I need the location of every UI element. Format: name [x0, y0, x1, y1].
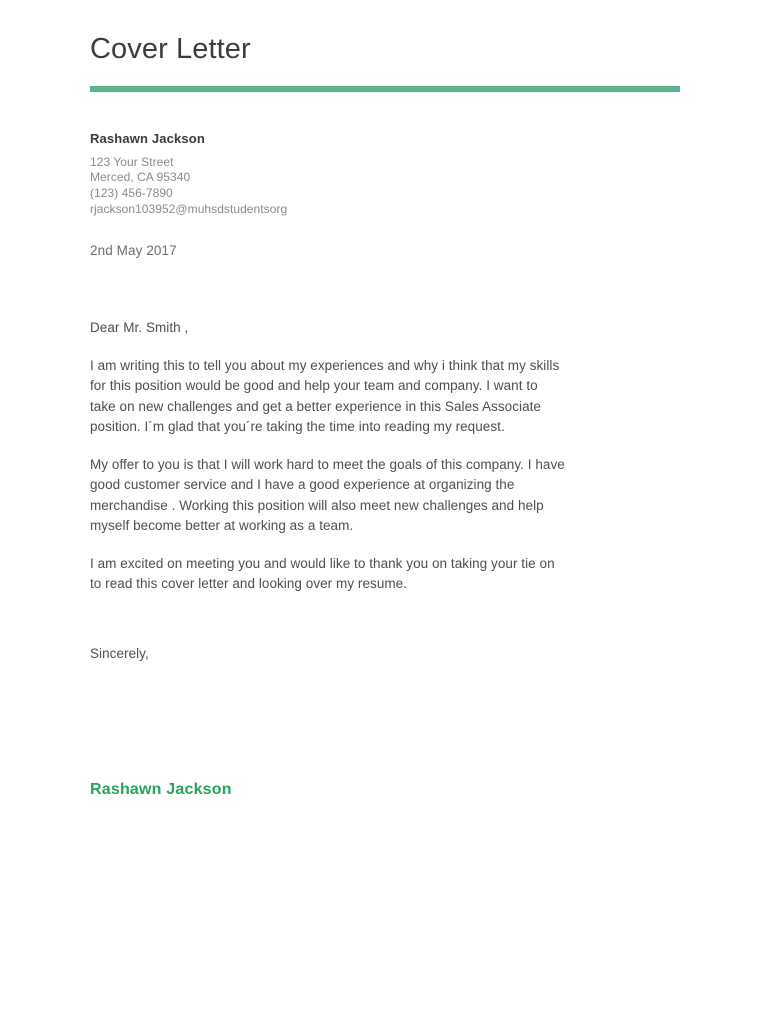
title-accent-rule — [90, 86, 680, 92]
sender-contact-block — [90, 129, 520, 218]
body-paragraph-3: I am excited on meeting you and would like to thank you on taking your tie on to read this cover letter and looking over my resume. — [90, 555, 555, 591]
sender-name: Rashawn Jackson — [90, 131, 205, 146]
body-paragraph-1: I am writing this to tell you about my experiences and why i think that my skills for this position would be good and help your team and company. I want to take on new challenges and get a better experience in this Sales Associate position. I´m glad that you´re taking the time into reading my request. — [90, 357, 560, 434]
letter-date: 2nd May 2017 — [90, 243, 177, 258]
letter-body — [90, 318, 565, 664]
sender-street: 123 Your Street — [90, 154, 174, 169]
signature-name: Rashawn Jackson — [90, 781, 232, 798]
body-paragraph-2: My offer to you is that I will work hard to meet the goals of this company. I have good customer service and I have a good experience at organizing the merchandise . Working this position will also meet new challenges and help myself become better at working as a team. — [90, 456, 565, 533]
sender-city-state-zip: Merced, CA 95340 — [90, 170, 191, 185]
salutation: Dear Mr. Smith , — [90, 320, 189, 335]
sender-phone: (123) 456-7890 — [90, 186, 173, 201]
sender-email: rjackson103952@muhsdstudentsorg — [90, 201, 288, 216]
page-title: Cover Letter — [90, 33, 251, 65]
closing-line: Sincerely, — [90, 645, 149, 661]
